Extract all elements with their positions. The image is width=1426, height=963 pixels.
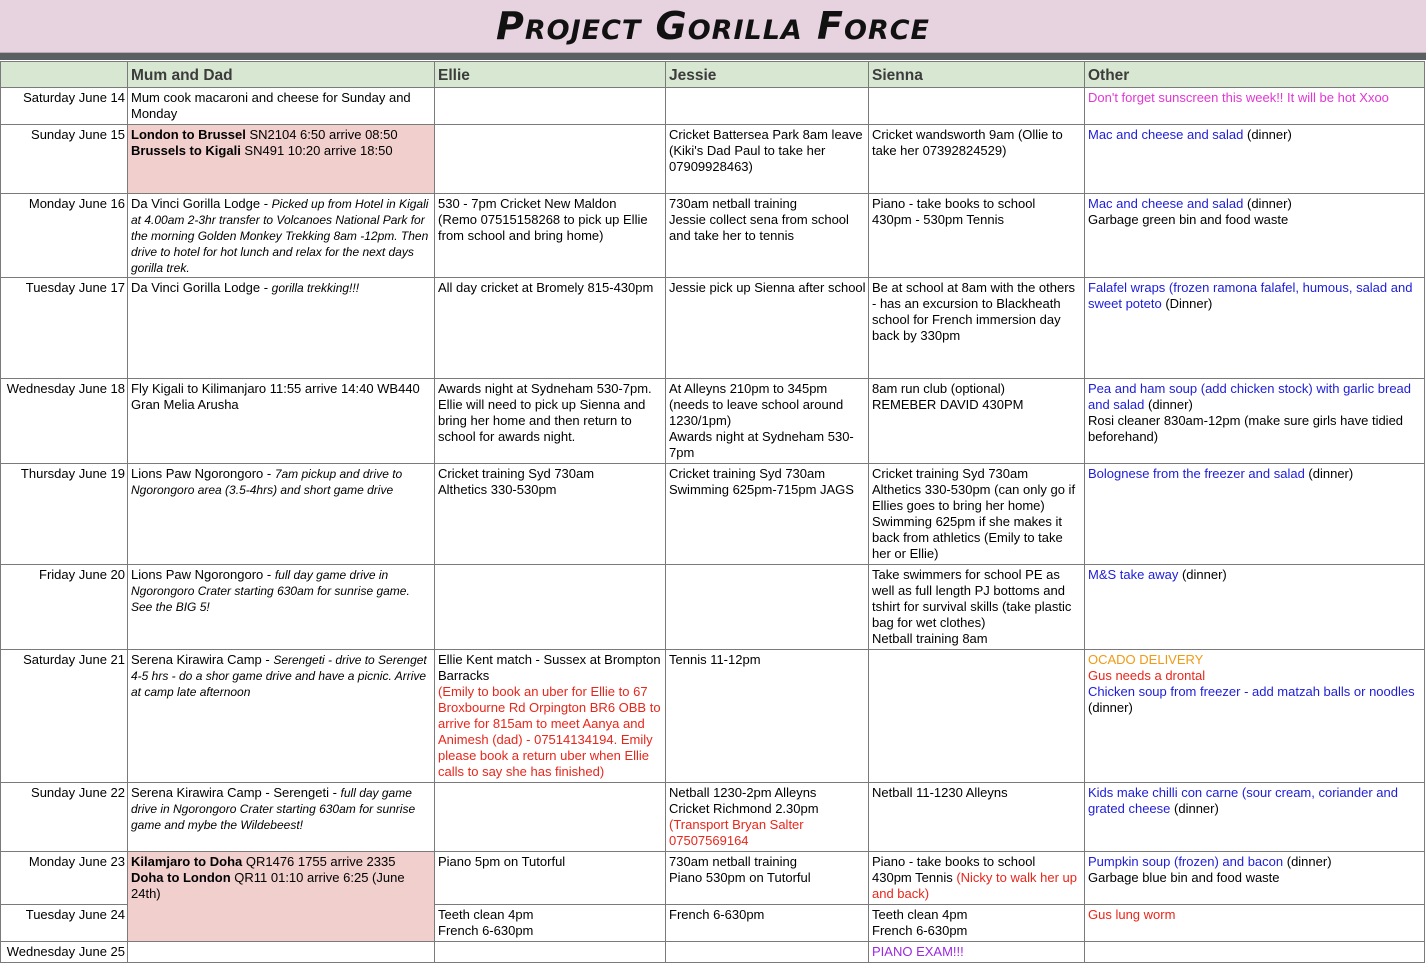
- header-ellie[interactable]: Ellie: [435, 62, 666, 88]
- date-cell[interactable]: Wednesday June 18: [1, 379, 128, 464]
- pet-note: Gus needs a drontal: [1088, 668, 1206, 683]
- other-cell[interactable]: [1085, 379, 1425, 464]
- cell-text: Piano 5pm on Tutorful: [438, 854, 566, 869]
- flight-line: [131, 127, 432, 143]
- date-cell[interactable]: Tuesday June 24: [1, 905, 128, 942]
- sienna-cell[interactable]: [869, 942, 1085, 963]
- ellie-cell[interactable]: [435, 125, 666, 194]
- cell-text: Da Vinci Gorilla Lodge -: [131, 280, 272, 295]
- jessie-cell[interactable]: [666, 125, 869, 194]
- dinner-text: Pumpkin soup (frozen) and bacon: [1088, 854, 1284, 869]
- sienna-cell[interactable]: [869, 194, 1085, 278]
- itinerary-notes: 7am pickup and drive to Ngorongoro area (3.5-4hrs) and short game drive: [131, 467, 403, 497]
- mum-dad-cell[interactable]: [128, 650, 435, 783]
- flight-line: [131, 870, 432, 902]
- mum-dad-cell[interactable]: [128, 194, 435, 278]
- pet-note: Gus lung worm: [1088, 907, 1176, 922]
- transport-note: (Transport Bryan Salter 07507569164: [669, 817, 804, 848]
- cell-text: Mum cook macaroni and cheese for Sunday and Monday: [131, 90, 411, 121]
- table-row: [1, 278, 1425, 379]
- cell-text: 530 - 7pm Cricket New Maldon: [438, 196, 617, 211]
- ellie-cell[interactable]: [435, 565, 666, 650]
- cell-text: (dinner): [1283, 854, 1332, 869]
- tennis-line: [872, 870, 1082, 902]
- flight-details: QR1476 1755 arrive 2335: [242, 854, 396, 869]
- cell-text: 8am run club (optional): [872, 381, 1005, 396]
- header-row: [1, 62, 1425, 88]
- dinner-text: Mac and cheese and salad: [1088, 127, 1244, 142]
- mum-dad-cell[interactable]: [128, 278, 435, 379]
- cell-text: 430pm Tennis: [872, 870, 957, 885]
- cell-text: Netball 1230-2pm Alleyns: [669, 785, 817, 800]
- cell-text: (dinner): [1088, 700, 1133, 715]
- cell-text: Ellie Kent match - Sussex at Brompton Barracks: [438, 652, 661, 683]
- cell-text: (dinner): [1243, 196, 1292, 211]
- jessie-cell[interactable]: [666, 379, 869, 464]
- cell-text: All day cricket at Bromely 815-430pm: [438, 280, 654, 295]
- cell-text: Piano - take books to school: [872, 854, 1036, 869]
- sheet-title: Project Gorilla Force: [495, 4, 931, 48]
- table-row: [1, 650, 1425, 783]
- other-cell[interactable]: [1085, 942, 1425, 963]
- cell-text: Netball 11-1230 Alleyns: [872, 785, 1008, 800]
- dinner-text: Mac and cheese and salad: [1088, 196, 1244, 211]
- table-row: [1, 88, 1425, 125]
- dinner-line: [1088, 381, 1422, 413]
- cell-text: Be at school at 8am with the others - has an excursion to Blackheath school for French immersion day back by 330pm: [872, 280, 1076, 343]
- dinner-text: Falafel wraps (frozen ramona falafel, humous, salad and sweet poteto: [1088, 280, 1413, 311]
- mum-dad-cell[interactable]: [128, 565, 435, 650]
- cell-text: Jessie collect sena from school and take her to tennis: [669, 212, 849, 243]
- sienna-cell[interactable]: [869, 464, 1085, 565]
- date-cell[interactable]: Saturday June 14: [1, 88, 128, 125]
- cell-text: At Alleyns 210pm to 345pm (needs to leave school around 1230/1pm): [669, 381, 844, 428]
- cell-text: Cricket training Syd 730am: [669, 466, 826, 481]
- cell-text: Tennis 11-12pm: [669, 652, 761, 667]
- other-cell[interactable]: [1085, 650, 1425, 783]
- itinerary-notes: Serengeti - drive to Serenget 4-5 hrs - do a shor game drive and have a picnic. Arrive at camp late afternoon: [131, 653, 427, 699]
- jessie-cell[interactable]: [666, 194, 869, 278]
- mum-dad-cell[interactable]: [128, 942, 435, 963]
- cell-text: Awards night at Sydneham 530-7pm: [669, 429, 854, 460]
- date-cell[interactable]: Friday June 20: [1, 565, 128, 650]
- sienna-cell[interactable]: [869, 379, 1085, 464]
- date-cell[interactable]: Monday June 23: [1, 852, 128, 905]
- mum-dad-cell[interactable]: [128, 852, 435, 942]
- dinner-line: [1088, 196, 1422, 212]
- date-cell[interactable]: Wednesday June 25: [1, 942, 128, 963]
- cell-text: Swimming 625pm if she makes it back from athletics (Emily to take her or Ellie): [872, 514, 1063, 561]
- cell-text: Swimming 625pm-715pm JAGS: [669, 482, 854, 497]
- delivery-note: OCADO DELIVERY: [1088, 652, 1204, 667]
- other-cell[interactable]: [1085, 278, 1425, 379]
- cell-text: Lions Paw Ngorongoro -: [131, 567, 275, 582]
- jessie-cell[interactable]: [666, 565, 869, 650]
- cell-text: 730am netball training: [669, 854, 797, 869]
- mum-dad-cell[interactable]: [128, 379, 435, 464]
- cell-text: (dinner): [1304, 466, 1354, 481]
- itinerary-notes: full day game drive in Ngorongoro Crater starting 630am for sunrise game and mybe the Wildebeest!: [131, 786, 416, 832]
- flight-line: [131, 854, 432, 870]
- sienna-cell[interactable]: [869, 125, 1085, 194]
- transport-note: (Nicky to walk her up and back): [872, 870, 1077, 901]
- jessie-cell[interactable]: [666, 905, 869, 942]
- flight-route: Doha to London: [131, 870, 231, 885]
- cell-text: Da Vinci Gorilla Lodge -: [131, 196, 272, 211]
- date-cell[interactable]: Monday June 16: [1, 194, 128, 278]
- ellie-cell[interactable]: [435, 783, 666, 852]
- dinner-text: Bolognese from the freezer and salad: [1088, 466, 1305, 481]
- cell-text: (Remo 07515158268 to pick up Ellie from school and bring home): [438, 212, 648, 243]
- itinerary-notes: full day game drive in Ngorongoro Crater starting 630am for sunrise game. See the BIG 5!: [131, 568, 410, 614]
- other-cell[interactable]: [1085, 852, 1425, 905]
- itinerary-notes: Picked up from Hotel in Kigali at 4.00am 2-3hr transfer to Volcanoes National Park for the morning Golden Monkey Trekking 8am -12pm. Then drive to hotel for hot lunch and relax for the next days gorilla trek.: [131, 197, 429, 275]
- table-row: [1, 942, 1425, 963]
- cell-text: Teeth clean 4pm: [872, 907, 968, 922]
- cell-text: Cricket training Syd 730am: [872, 466, 1029, 481]
- cell-text: (dinner): [1170, 801, 1219, 816]
- sienna-cell[interactable]: [869, 905, 1085, 942]
- other-cell[interactable]: [1085, 125, 1425, 194]
- cell-text: Fly Kigali to Kilimanjaro 11:55 arrive 14:40 WB440: [131, 381, 420, 396]
- table-row: [1, 783, 1425, 852]
- ellie-cell[interactable]: [435, 942, 666, 963]
- cell-text: Althetics 330-530pm (can only go if Ellies goes to bring her home): [872, 482, 1076, 513]
- ellie-cell[interactable]: [435, 905, 666, 942]
- table-row: [1, 125, 1425, 194]
- flight-details: QR11 01:10 arrive 6:25 (June 24th): [131, 870, 405, 901]
- cell-text: (dinner): [1243, 127, 1292, 142]
- sienna-cell[interactable]: [869, 852, 1085, 905]
- mum-dad-cell[interactable]: [128, 464, 435, 565]
- title-divider: [0, 53, 1426, 60]
- table-row: [1, 852, 1425, 905]
- ellie-cell[interactable]: [435, 88, 666, 125]
- cell-text: Garbage blue bin and food waste: [1088, 870, 1280, 885]
- header-jessie[interactable]: Jessie: [666, 62, 869, 88]
- sienna-cell[interactable]: [869, 565, 1085, 650]
- date-cell[interactable]: Tuesday June 17: [1, 278, 128, 379]
- date-cell[interactable]: Sunday June 22: [1, 783, 128, 852]
- cell-text: Althetics 330-530pm: [438, 482, 557, 497]
- date-cell[interactable]: Thursday June 19: [1, 464, 128, 565]
- cell-text: Take swimmers for school PE as well as full length PJ bottoms and tshirt for survival skills (take plastic bag for wet clothes): [872, 567, 1072, 630]
- transport-note: (Emily to book an uber for Ellie to 67 Broxbourne Rd Orpington BR6 OBB to arrive for 815am to meet Aanya and Animesh (dad) - 07514134194. Emily please book a return uber when Ellie calls to say she has finished): [438, 684, 661, 779]
- exam-note: PIANO EXAM!!!: [872, 944, 964, 959]
- sienna-cell[interactable]: [869, 783, 1085, 852]
- ellie-cell[interactable]: [435, 379, 666, 464]
- cell-text: Rosi cleaner 830am-12pm (make sure girls have tidied beforehand): [1088, 413, 1404, 444]
- flight-line: [131, 143, 432, 159]
- mum-dad-cell[interactable]: [128, 125, 435, 194]
- flight-route: London to Brussel: [131, 127, 246, 142]
- dinner-text: Kids make chilli con carne (sour cream, coriander and grated cheese: [1088, 785, 1398, 816]
- other-cell[interactable]: [1085, 194, 1425, 278]
- dinner-line: [1088, 684, 1422, 716]
- jessie-cell[interactable]: [666, 783, 869, 852]
- cell-text: Garbage green bin and food waste: [1088, 212, 1289, 227]
- cell-text: French 6-630pm: [872, 923, 968, 938]
- header-date[interactable]: [1, 62, 128, 88]
- other-cell[interactable]: [1085, 565, 1425, 650]
- schedule-table: [0, 61, 1425, 963]
- mum-dad-cell[interactable]: [128, 88, 435, 125]
- cell-text: (Dinner): [1161, 296, 1213, 311]
- table-row: [1, 194, 1425, 278]
- cell-text: Cricket Battersea Park 8am leave: [669, 127, 863, 142]
- cell-text: (Kiki's Dad Paul to take her 07909928463): [669, 143, 826, 174]
- cell-text: French 6-630pm: [669, 907, 765, 922]
- cell-text: Lions Paw Ngorongoro -: [131, 466, 275, 481]
- dinner-line: [1088, 854, 1422, 870]
- ellie-cell[interactable]: [435, 650, 666, 783]
- other-cell[interactable]: [1085, 88, 1425, 125]
- ellie-cell[interactable]: [435, 278, 666, 379]
- dinner-text: M&S take away: [1088, 567, 1179, 582]
- cell-text: Cricket wandsworth 9am (Ollie to take her 07392824529): [872, 127, 1063, 158]
- ellie-cell[interactable]: [435, 852, 666, 905]
- flight-route: Kilamjaro to Doha: [131, 854, 243, 869]
- other-cell[interactable]: [1085, 464, 1425, 565]
- cell-text: Netball training 8am: [872, 631, 988, 646]
- cell-text: Cricket training Syd 730am: [438, 466, 595, 481]
- cell-text: 430pm - 530pm Tennis: [872, 212, 1005, 227]
- flight-route: Brussels to Kigali: [131, 143, 241, 158]
- cell-text: French 6-630pm: [438, 923, 534, 938]
- cell-text: REMEBER DAVID 430PM: [872, 397, 1024, 412]
- jessie-cell[interactable]: [666, 278, 869, 379]
- sienna-cell[interactable]: [869, 650, 1085, 783]
- other-cell[interactable]: [1085, 905, 1425, 942]
- mum-dad-cell[interactable]: [128, 783, 435, 852]
- dinner-text: Pea and ham soup (add chicken stock) with garlic bread and salad: [1088, 381, 1412, 412]
- header-sienna[interactable]: Sienna: [869, 62, 1085, 88]
- sienna-cell[interactable]: [869, 88, 1085, 125]
- title-bar: [0, 0, 1426, 53]
- jessie-cell[interactable]: [666, 650, 869, 783]
- table-row: [1, 464, 1425, 565]
- cell-text: Jessie pick up Sienna after school: [669, 280, 866, 295]
- cell-text: Piano - take books to school: [872, 196, 1036, 211]
- cell-text: Serena Kirawira Camp -: [131, 652, 274, 667]
- header-other[interactable]: Other: [1085, 62, 1425, 88]
- jessie-cell[interactable]: [666, 464, 869, 565]
- sienna-cell[interactable]: [869, 278, 1085, 379]
- jessie-cell[interactable]: [666, 88, 869, 125]
- flight-details: SN491 10:20 arrive 18:50: [240, 143, 393, 158]
- cell-text: 730am netball training: [669, 196, 797, 211]
- jessie-cell[interactable]: [666, 942, 869, 963]
- date-cell[interactable]: Sunday June 15: [1, 125, 128, 194]
- cell-text: Piano 530pm on Tutorful: [669, 870, 811, 885]
- dinner-text: Chicken soup from freezer - add matzah balls or noodles: [1088, 684, 1415, 699]
- header-mum-and-dad[interactable]: Mum and Dad: [128, 62, 435, 88]
- cell-text: (dinner): [1178, 567, 1227, 582]
- cell-text: Cricket Richmond 2.30pm: [669, 801, 819, 816]
- date-cell[interactable]: Saturday June 21: [1, 650, 128, 783]
- ellie-cell[interactable]: [435, 194, 666, 278]
- flight-details: SN2104 6:50 arrive 08:50: [245, 127, 398, 142]
- table-row: [1, 379, 1425, 464]
- cell-text: Serena Kirawira Camp - Serengeti -: [131, 785, 341, 800]
- jessie-cell[interactable]: [666, 852, 869, 905]
- cell-text: Awards night at Sydneham 530-7pm. Ellie will need to pick up Sienna and bring her home and then return to school for awards night.: [438, 381, 652, 444]
- cell-text: Teeth clean 4pm: [438, 907, 534, 922]
- cell-text: Gran Melia Arusha: [131, 397, 239, 412]
- ellie-cell[interactable]: [435, 464, 666, 565]
- itinerary-notes: gorilla trekking!!!: [271, 281, 360, 295]
- other-cell[interactable]: [1085, 783, 1425, 852]
- reminder-text: Don't forget sunscreen this week!! It will be hot Xxoo: [1088, 90, 1389, 105]
- cell-text: (dinner): [1144, 397, 1193, 412]
- table-row: [1, 565, 1425, 650]
